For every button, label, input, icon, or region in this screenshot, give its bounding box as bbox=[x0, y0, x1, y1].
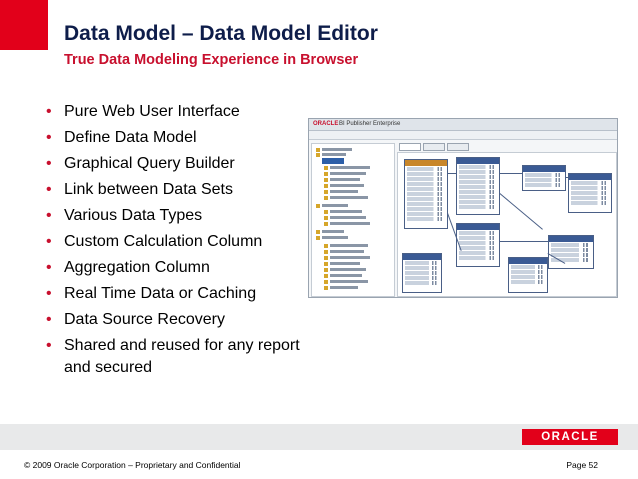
data-link-line bbox=[500, 173, 522, 174]
data-link-line bbox=[566, 177, 570, 178]
column-icon bbox=[324, 250, 328, 254]
column-icon bbox=[324, 190, 328, 194]
data-set-box bbox=[402, 253, 442, 293]
column-icon bbox=[324, 184, 328, 188]
feature-bullet-list bbox=[40, 99, 300, 379]
tree-row bbox=[330, 250, 364, 253]
tree-row bbox=[330, 286, 358, 289]
screenshot-tab bbox=[423, 143, 445, 151]
bullet-item: • Shared and reused for any report and secured bbox=[40, 335, 300, 379]
oracle-logo: ORACLE bbox=[522, 429, 618, 445]
bullet-item: • Various Data Types bbox=[40, 203, 300, 229]
screenshot-tab-strip bbox=[399, 143, 519, 151]
screenshot-header bbox=[309, 119, 617, 131]
copyright-text: © 2009 Oracle Corporation – Proprietary and Confidential bbox=[24, 460, 241, 470]
tree-row bbox=[322, 230, 344, 233]
data-set-header bbox=[549, 236, 593, 242]
tree-row bbox=[322, 153, 346, 156]
tree-row bbox=[322, 236, 348, 239]
tree-row bbox=[330, 244, 368, 247]
data-set-box bbox=[568, 173, 612, 213]
data-set-box bbox=[548, 235, 594, 269]
diagram-canvas bbox=[397, 152, 617, 297]
column-icon bbox=[324, 222, 328, 226]
bullet-item: • Custom Calculation Column bbox=[40, 229, 300, 255]
data-set-header bbox=[405, 160, 447, 166]
column-icon bbox=[324, 166, 328, 170]
column-icon bbox=[324, 178, 328, 182]
tree-row bbox=[330, 222, 370, 225]
data-link-line bbox=[448, 173, 456, 174]
bullet-item: • Graphical Query Builder bbox=[40, 151, 300, 177]
data-set-header bbox=[403, 254, 441, 260]
data-set-header bbox=[509, 258, 547, 264]
data-set-box bbox=[508, 257, 548, 293]
column-icon bbox=[324, 280, 328, 284]
screenshot-brand: ORACLE bbox=[313, 121, 339, 127]
data-set-box bbox=[404, 159, 448, 229]
column-icon bbox=[324, 210, 328, 214]
tree-row bbox=[330, 216, 366, 219]
data-set-box bbox=[456, 157, 500, 215]
data-model-editor-screenshot bbox=[308, 118, 618, 298]
column-icon bbox=[324, 268, 328, 272]
tree-row bbox=[330, 280, 368, 283]
folder-icon bbox=[316, 148, 320, 152]
tree-row bbox=[330, 268, 366, 271]
tree-row bbox=[330, 190, 358, 193]
data-set-header bbox=[569, 174, 611, 180]
red-accent-tab bbox=[0, 0, 48, 50]
data-link-line bbox=[499, 193, 543, 230]
data-link-line bbox=[500, 241, 548, 242]
bullet-item: • Real Time Data or Caching bbox=[40, 281, 300, 307]
tree-row bbox=[322, 148, 352, 151]
column-icon bbox=[324, 286, 328, 290]
folder-icon bbox=[316, 230, 320, 234]
screenshot-toolbar bbox=[309, 131, 617, 140]
screenshot-tab bbox=[447, 143, 469, 151]
folder-icon bbox=[316, 204, 320, 208]
tree-row bbox=[330, 166, 370, 169]
column-icon bbox=[324, 256, 328, 260]
screenshot-tab bbox=[399, 143, 421, 151]
page-number: Page 52 bbox=[566, 460, 598, 470]
column-icon bbox=[324, 216, 328, 220]
data-set-header bbox=[457, 158, 499, 164]
tree-selected-item bbox=[322, 158, 344, 164]
tree-row bbox=[330, 274, 362, 277]
tree-row bbox=[330, 178, 360, 181]
data-set-header bbox=[457, 224, 499, 230]
data-set-header bbox=[523, 166, 565, 172]
screenshot-tree-panel bbox=[311, 143, 395, 297]
tree-row bbox=[322, 204, 348, 207]
tree-row bbox=[330, 184, 364, 187]
tree-row bbox=[330, 196, 368, 199]
column-icon bbox=[324, 244, 328, 248]
tree-row bbox=[330, 262, 360, 265]
column-icon bbox=[324, 274, 328, 278]
column-icon bbox=[324, 262, 328, 266]
tree-row bbox=[330, 256, 370, 259]
bullet-item: • Pure Web User Interface bbox=[40, 99, 300, 125]
bullet-item: • Aggregation Column bbox=[40, 255, 300, 281]
column-icon bbox=[324, 196, 328, 200]
slide-subtitle: True Data Modeling Experience in Browser bbox=[64, 52, 359, 68]
data-set-box bbox=[456, 223, 500, 267]
column-icon bbox=[324, 172, 328, 176]
data-set-box bbox=[522, 165, 566, 191]
bullet-item: • Link between Data Sets bbox=[40, 177, 300, 203]
tree-row bbox=[330, 210, 362, 213]
slide-title: Data Model – Data Model Editor bbox=[64, 22, 378, 45]
bullet-item: • Define Data Model bbox=[40, 125, 300, 151]
folder-icon bbox=[316, 153, 320, 157]
bullet-item: • Data Source Recovery bbox=[40, 307, 300, 333]
tree-row bbox=[330, 172, 366, 175]
folder-icon bbox=[316, 236, 320, 240]
screenshot-app-title: BI Publisher Enterprise bbox=[339, 121, 401, 127]
